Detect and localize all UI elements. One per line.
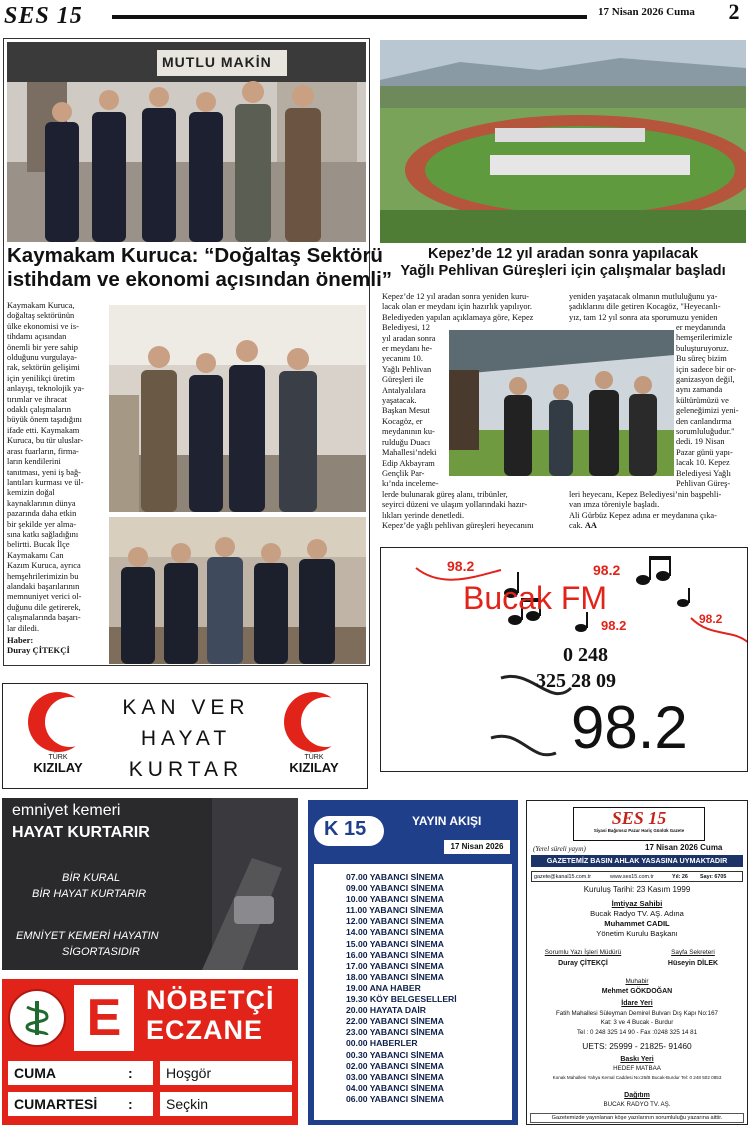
text-line: Gençlik Par- xyxy=(382,468,425,478)
text-line: er meydanı he- xyxy=(382,344,433,354)
left-article-body xyxy=(7,301,105,634)
radio-brand: Bucak FM xyxy=(463,580,608,616)
tv-title: YAYIN AKIŞI xyxy=(412,814,482,828)
text-line: lacak olan er meydanı için hazırlık yapılıyor. xyxy=(382,302,532,312)
imprint-founding: Kuruluş Tarihi: 23 Kasım 1999 xyxy=(583,885,691,894)
radio-freq-label-3: 98.2 xyxy=(601,618,627,633)
pharmacy-logo xyxy=(8,989,66,1047)
text-line: Belediyesi, 12 xyxy=(382,323,430,333)
text-line: hemşerilerimizle xyxy=(676,333,733,343)
tv-program-item: 17.00 YABANCI SİNEMA xyxy=(346,960,444,971)
text-line: sına katkı sağladığını xyxy=(7,529,79,539)
imprint-uets: UETS: 25999 - 21825- 91460 xyxy=(582,1041,692,1051)
radio-phone-area: 0 248 xyxy=(563,644,608,666)
text-line: lerde bulunarak güreş alanı, tribünler, xyxy=(382,489,508,499)
right-article-col2-bottom xyxy=(569,490,747,521)
pharmacy-title: NÖBETÇİ ECZANE xyxy=(146,985,275,1045)
text-line: olduğunu vurgulaya- xyxy=(7,353,77,363)
imprint-editor: Sorumlu Yazı İşleri Müdürü Duray ÇİTEKÇİ xyxy=(544,949,622,967)
text-line: ülke ekonomisi ve is- xyxy=(7,321,79,331)
tv-program-item: 04.00 YABANCI SİNEMA xyxy=(346,1082,444,1093)
right-article-col2-end: cak. AA xyxy=(569,521,597,530)
article-photo-mayor-visit xyxy=(449,330,674,476)
radio-freq-label-1: 98.2 xyxy=(447,558,475,574)
crescent-icon xyxy=(269,690,359,754)
text-line: Pazar günü yapı- xyxy=(676,447,733,457)
text-line: kaynaklarının dünya xyxy=(7,498,76,508)
kizilay-slogan: KAN VER HAYAT KURTAR xyxy=(122,696,250,781)
radio-phone-number: 325 28 09 xyxy=(536,670,616,692)
text-line: den canlandırma xyxy=(676,416,732,426)
page-number: 2 xyxy=(728,0,740,24)
text-line: rak, sektörün gelişimi xyxy=(7,363,80,373)
text-line: van ımza töreniyle başladı. xyxy=(569,500,660,510)
masthead xyxy=(0,0,750,30)
text-line: yız, tam 12 yıl sonra ata sporumuzu yeniden xyxy=(569,312,718,322)
pharmacy-name-cumartesi: Seçkin xyxy=(160,1092,292,1116)
right-article-col2-top xyxy=(569,292,747,323)
radio-freq-label-4: 98.2 xyxy=(699,612,723,626)
article-photo-booth-group xyxy=(109,517,366,664)
text-line: tırımlar ve ihracat xyxy=(7,394,67,404)
imprint-print: Baskı Yeri HEDEF MATBAA Konak Mahallesi Yahya Kemal Caddesi No:26/B Bucak-Burdur Tel: 0 248 502 0853 xyxy=(552,1056,722,1080)
radio-freq-label-2: 98.2 xyxy=(593,562,621,578)
text-line: geleneğimizi yeni- xyxy=(676,406,739,416)
text-line: lıkları yerinde denetledi. xyxy=(382,510,465,520)
text-line: alandaki başarılarının xyxy=(7,581,80,591)
text-line: önemli bir yere sahip xyxy=(7,342,78,352)
tv-program-item: 12.00 YABANCI SİNEMA xyxy=(346,916,444,927)
text-line: Güreşleri ile xyxy=(382,375,424,385)
tv-logo: K 15 xyxy=(314,816,384,846)
text-line: Kocagöz, er xyxy=(382,416,423,426)
text-line: memnuniyet verici ol- xyxy=(7,592,82,602)
kizilay-ad xyxy=(2,683,368,789)
imprint-reporter: Muhabir Mehmet GÖKDOĞAN xyxy=(601,978,673,995)
tv-program-item: 18.00 YABANCI SİNEMA xyxy=(346,971,444,982)
left-article xyxy=(3,38,393,666)
seatbelt-line3: BİR KURAL xyxy=(62,872,121,884)
text-line: pazarında daha etkin xyxy=(7,509,77,519)
text-line: buluşturuyoruz. xyxy=(676,343,729,353)
imprint-page-secretary: Sayfa Sekreteri Hüseyin DİLEK xyxy=(667,949,719,967)
newspaper-logo: SES 15 xyxy=(4,3,83,29)
pharmacy-name-cuma: Hoşgör xyxy=(160,1061,292,1085)
text-line: Kepez’de 12 yıl aradan sonra yeniden kuru- xyxy=(382,292,529,301)
text-line: için yenilikçi üretim xyxy=(7,373,75,383)
text-line: anlayışı, teknolojik ya- xyxy=(7,384,84,394)
pharmacy-box xyxy=(2,979,298,1125)
imprint-contact-row: gazete@kanal15.com.tr www.ses15.com.tr Yıl: 26 Sayı: 6705 xyxy=(531,871,743,882)
tv-program-item: 19.00 ANA HABER xyxy=(346,982,421,993)
text-line: Edip Akbayram xyxy=(382,458,435,468)
tv-schedule xyxy=(308,800,518,1125)
text-line: Kaymakam Kuruca, xyxy=(7,301,75,310)
text-line: duğunu dile getirerek, xyxy=(7,602,81,612)
text-line: er meydanında xyxy=(676,323,726,332)
kizilay-logo-right: TÜRK KIZILAY xyxy=(269,690,359,784)
text-line: yecanını 10. xyxy=(382,354,423,364)
text-line: dedi. 19 Nisan xyxy=(676,437,725,447)
right-article xyxy=(378,38,748,538)
radio-ad xyxy=(380,547,748,772)
text-line: Bu süreç bizim xyxy=(676,354,727,364)
seatbelt-line4: BİR HAYAT KURTARIR xyxy=(32,888,147,900)
tv-program-item: 22.00 YABANCI SİNEMA xyxy=(346,1016,444,1027)
tv-program-item: 19.30 KÖY BELGESELLERİ xyxy=(346,994,457,1005)
tv-program-item: 20.00 HAYATA DAİR xyxy=(346,1005,426,1016)
tv-program-item: 11.00 YABANCI SİNEMA xyxy=(346,905,444,916)
text-line: Antalyalılara xyxy=(382,385,426,395)
right-article-col2-side xyxy=(676,323,747,490)
tv-program-item: 06.00 YABANCI SİNEMA xyxy=(346,1093,444,1104)
right-byline: AA xyxy=(584,521,597,530)
tv-program-item: 16.00 YABANCI SİNEMA xyxy=(346,949,444,960)
text-line: ganizasyon değil, xyxy=(676,375,735,385)
text-line: büyük önem taşıdığını xyxy=(7,415,82,425)
imprint-logo: SES 15 Siyasi Bağımsız Pazar Hariç Günlük Gazete xyxy=(573,807,705,841)
imprint-box xyxy=(526,800,748,1125)
tv-program-item: 00.00 HABERLER xyxy=(346,1038,418,1049)
text-line: sorumluluğudur." xyxy=(676,427,735,437)
text-line: kı’nda inceleme- xyxy=(382,479,439,489)
text-line: yaşatacak. xyxy=(382,396,417,406)
text-line: odaklı çalışmaların xyxy=(7,405,71,415)
pharmacy-letter: E xyxy=(74,985,134,1051)
tv-program-item: 09.00 YABANCI SİNEMA xyxy=(346,883,444,894)
text-line: doğaltaş sektörünün xyxy=(7,311,75,321)
tv-program-item: 10.00 YABANCI SİNEMA xyxy=(346,894,444,905)
seatbelt-line2: HAYAT KURTARIR xyxy=(12,824,150,841)
pharmacy-row-cumartesi: CUMARTESİ : Seçkin xyxy=(8,1092,292,1116)
text-line: ifade etti. Kaymakam xyxy=(7,425,80,435)
seatbelt-line5: EMNİYET KEMERİ HAYATIN xyxy=(16,930,159,942)
kizilay-logo-left: TÜRK KIZILAY xyxy=(13,690,103,784)
tv-program-item: 15.00 YABANCI SİNEMA xyxy=(346,938,444,949)
tv-date: 17 Nisan 2026 xyxy=(444,840,510,854)
tv-program-item: 23.00 YABANCI SİNEMA xyxy=(346,1027,444,1038)
masthead-rule xyxy=(112,15,587,19)
text-line: ların kendilerini xyxy=(7,457,61,467)
text-line: seyirci düzeni ve ulaşım yollarındaki hazır- xyxy=(382,500,528,510)
text-line: lacak 10. Kepez xyxy=(676,458,730,468)
text-line: Belediyeden yapılan açıklamaya göre, Kepez xyxy=(382,312,534,322)
article-photo-stand-group xyxy=(109,305,366,512)
crescent-icon xyxy=(13,690,103,754)
text-line: yeniden yaşatacak olmanın mutluluğunu ya- xyxy=(569,292,718,301)
text-line: Mahallesi’ndeki xyxy=(382,448,437,458)
text-line: şadıklarını dile getiren Kocagöz, "Heyecanlı- xyxy=(569,302,721,312)
imprint-owner: İmtiyaz Sahibi Bucak Radyo TV. AŞ. Adına Muhammet CADIL Yönetim Kurulu Başkanı xyxy=(590,899,684,938)
imprint-banner: GAZETEMİZ BASIN AHLAK YASASINA UYMAKTADIR xyxy=(531,855,743,867)
imprint-distribution: Dağıtım BUCAK RADYO TV. AŞ. xyxy=(603,1092,671,1108)
text-line: için sadece bir or- xyxy=(676,364,737,374)
text-line: lar diledi. xyxy=(7,623,40,633)
text-line: kemizin doğal xyxy=(7,488,55,498)
text-line: Pehlivan Güreş- xyxy=(676,479,731,489)
photo-banner-text: MUTLU MAKİN xyxy=(162,54,272,70)
tv-list xyxy=(314,864,512,1120)
text-line: tihdamı açısından xyxy=(7,332,67,342)
text-line: çalışmalarında başarı- xyxy=(7,613,81,623)
seatbelt-ad xyxy=(2,798,298,970)
text-line: Ali Gürbüz Kepez adına er meydanına çıka- xyxy=(569,510,717,520)
text-line: leri heyecanı, Kepez Belediyesi’nin başpehli- xyxy=(569,490,722,499)
issue-date: 17 Nisan 2026 Cuma xyxy=(598,6,695,18)
tv-program-item: 14.00 YABANCI SİNEMA xyxy=(346,927,444,938)
text-line: Yağlı Pehlivan xyxy=(382,364,432,374)
seatbelt-line6: SİGORTASIDIR xyxy=(62,946,140,958)
text-line: bir şekilde yer alma- xyxy=(7,519,77,529)
left-headline: Kaymakam Kuruca: “Doğaltaş Sektörü istihdam ve ekonomi açısından önemli” xyxy=(7,244,393,291)
text-line: yıl aradan sonra xyxy=(382,333,436,343)
text-line: tanıtması, yeni iş bağ- xyxy=(7,467,81,477)
seatbelt-line1: emniyet kemeri xyxy=(12,802,121,819)
text-line: Kepez’de yağlı pehlivan güreşleri heyecanını xyxy=(382,520,534,530)
caduceus-icon xyxy=(10,991,64,1045)
text-line: arası fuarların, firma- xyxy=(7,446,79,456)
tv-program-item: 00.30 YABANCI SİNEMA xyxy=(346,1049,444,1060)
left-byline: Haber: Duray ÇİTEKÇİ xyxy=(7,635,70,656)
text-line: meydanının ku- xyxy=(382,427,435,437)
text-line: Kuruca, bu tür uluslar- xyxy=(7,436,84,446)
tv-program-item: 02.00 YABANCI SİNEMA xyxy=(346,1060,444,1071)
text-line: hemşehrilerimizin bu xyxy=(7,571,79,581)
tv-program-item: 03.00 YABANCI SİNEMA xyxy=(346,1071,444,1082)
text-line: Kazım Kuruca, ayrıca xyxy=(7,561,81,571)
text-line: Belediyesi Yağlı xyxy=(676,468,731,478)
pharmacy-row-cuma: CUMA : Hoşgör xyxy=(8,1061,292,1085)
imprint-tag: (Yerel süreli yayın) xyxy=(533,845,586,853)
imprint-date: 17 Nisan 2026 Cuma xyxy=(645,843,723,852)
text-line: lantıları kurması ve ül- xyxy=(7,477,84,487)
right-headline: Kepez’de 12 yıl aradan sonra yapılacak Yağlı Pehlivan Güreşleri için çalışmalar başladı xyxy=(400,246,726,279)
imprint-office: İdare Yeri Fatih Mahallesi Süleyman Demirel Bulvarı Dış Kapı No:167 Kat: 3 ve 4 Bucak - Burdur Tel : 0 248 325 14 90 - Fax :0248 325 14 81 xyxy=(556,1000,718,1036)
tv-program-item: 07.00 YABANCI SİNEMA xyxy=(346,872,444,882)
text-line: kültürümüzü ve xyxy=(676,395,729,405)
article-photo-wrestling-arena xyxy=(380,40,746,243)
article-photo-fair-group xyxy=(7,42,366,242)
text-line: belirtti. Bucak İlçe xyxy=(7,540,70,550)
text-line: rulduğu Duacı xyxy=(382,437,431,447)
text-line: Kaymakamı Can xyxy=(7,550,64,560)
imprint-footer: Gazetemizde yayınlanan köşe yazılarının sorumluluğu yazarına aittir. xyxy=(530,1113,744,1123)
radio-freq-big: 98.2 xyxy=(571,694,688,761)
text-line: Başkan Mesut xyxy=(382,406,430,416)
text-line: aynı zamanda xyxy=(676,385,723,395)
